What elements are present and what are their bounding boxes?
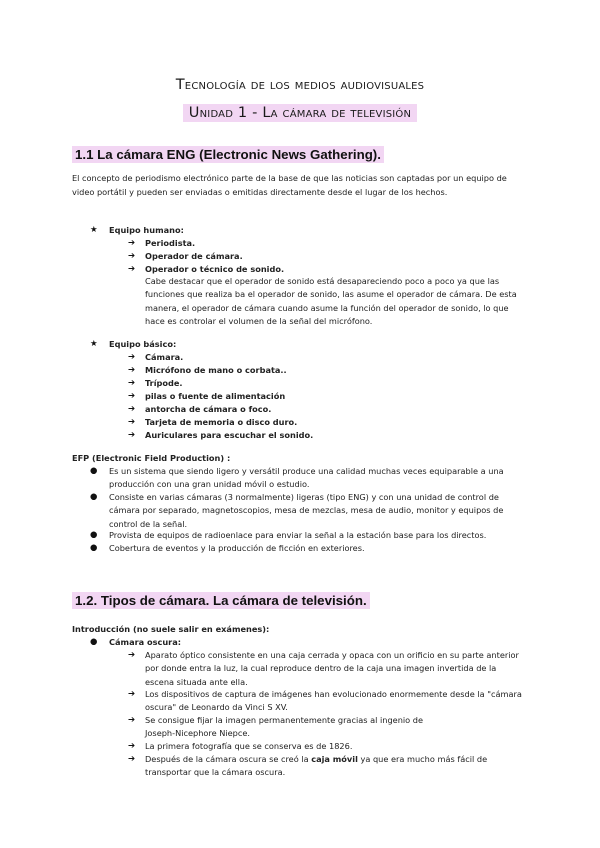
- arrow-bullet-icon: ➔: [128, 352, 136, 362]
- arrow-bullet-icon: ➔: [128, 754, 136, 764]
- arrow-bullet-icon: ➔: [128, 391, 136, 401]
- arrow-bullet-icon: ➔: [128, 650, 136, 660]
- section1-intro: El concepto de periodismo electrónico parte de la base de que las noticias son captadas por un equipo de video portátil y pueden ser enviadas o emitidas directamente desde el lugar de los hechos.: [72, 173, 507, 197]
- arrow-bullet-icon: ➔: [128, 365, 136, 375]
- list-item: Cámara.: [145, 352, 184, 362]
- arrow-bullet-icon: ➔: [128, 264, 136, 274]
- dot-bullet-icon: ●: [90, 530, 98, 540]
- arrow-bullet-icon: ➔: [128, 689, 136, 699]
- list-item: Operador de cámara.: [145, 251, 243, 261]
- title-line-1: Tecnología de los medios audiovisuales: [175, 77, 425, 93]
- efp-item: Consiste en varias cámaras (3 normalmente) ligeras (tipo ENG) y con una unidad de control de cámara por separado, magnetoscopios, mesa de mezclas, mesa de audio, monitor y equipos de control de la señal.: [109, 492, 504, 529]
- list-item: pilas o fuente de alimentación: [145, 391, 286, 401]
- intro-label: Introducción (no suele salir en exámenes):: [72, 624, 270, 634]
- title-line-2: Unidad 1 - La cámara de televisión: [183, 104, 417, 122]
- arrow-bullet-icon: ➔: [128, 417, 136, 427]
- arrow-bullet-icon: ➔: [128, 430, 136, 440]
- dot-bullet-icon: ●: [90, 637, 98, 647]
- equipo-basico-label: Equipo básico:: [109, 339, 177, 349]
- camara-oscura-label: Cámara oscura:: [109, 637, 182, 647]
- efp-item: Provista de equipos de radioenlace para enviar la señal a la estación base para los directos.: [109, 530, 487, 540]
- arrow-bullet-icon: ➔: [128, 715, 136, 725]
- star-bullet-icon: ★: [90, 225, 98, 235]
- dot-bullet-icon: ●: [90, 543, 98, 553]
- list-item: Operador o técnico de sonido.: [145, 264, 285, 274]
- equipo-humano-label: Equipo humano:: [109, 225, 184, 235]
- list-item: Periodista.: [145, 238, 196, 248]
- efp-item: Cobertura de eventos y la producción de ficción en exteriores.: [109, 543, 365, 553]
- list-item: Trípode.: [145, 378, 183, 388]
- camara-item: Los dispositivos de captura de imágenes han evolucionado enormemente desde la "cámara oscura" de Leonardo da Vinci S XV.: [145, 689, 522, 713]
- dot-bullet-icon: ●: [90, 492, 98, 502]
- arrow-bullet-icon: ➔: [128, 741, 136, 751]
- sound-operator-note: Cabe destacar que el operador de sonido está desapareciendo poco a poco ya que las funciones que realiza ba el operador de sonido, las asume el operador de cámara. De esta manera, el operador de cámara cuando asume la función del operador de sonido, lo que hace es controlar el volumen de la señal del micrófono.: [145, 276, 517, 326]
- dot-bullet-icon: ●: [90, 466, 98, 476]
- last-item-before: Después de la cámara oscura se creó la: [145, 754, 312, 764]
- efp-item: Es un sistema que siendo ligero y versátil produce una calidad muchas veces equiparable a una producción con una gran unidad móvil o estudio.: [109, 466, 504, 490]
- camara-item: Se consigue fijar la imagen permanentemente gracias al ingenio de Joseph-Nicephore Niepce.: [145, 715, 424, 739]
- list-item: antorcha de cámara o foco.: [145, 404, 272, 414]
- arrow-bullet-icon: ➔: [128, 238, 136, 248]
- star-bullet-icon: ★: [90, 339, 98, 349]
- list-item: Auriculares para escuchar el sonido.: [145, 430, 314, 440]
- efp-label: EFP (Electronic Field Production) :: [72, 453, 231, 463]
- list-item: Tarjeta de memoria o disco duro.: [145, 417, 298, 427]
- arrow-bullet-icon: ➔: [128, 378, 136, 388]
- caja-movil-bold: caja móvil: [311, 754, 358, 764]
- arrow-bullet-icon: ➔: [128, 404, 136, 414]
- camara-item: La primera fotografía que se conserva es de 1826.: [145, 741, 353, 751]
- camara-item-last: [145, 753, 527, 780]
- section-heading-2: 1.2. Tipos de cámara. La cámara de televisión.: [72, 592, 370, 609]
- section-heading-1: 1.1 La cámara ENG (Electronic News Gathering).: [72, 146, 384, 163]
- last-item-after: ya que era mucho más fácil de transportar que la cámara oscura.: [145, 754, 488, 778]
- camara-item: Aparato óptico consistente en una caja cerrada y opaca con un orificio en su parte anterior por donde entra la luz, la cual reproduce dentro de la caja una imagen invertida de la escena situada ante ella.: [145, 650, 519, 687]
- list-item: Micrófono de mano o corbata..: [145, 365, 287, 375]
- arrow-bullet-icon: ➔: [128, 251, 136, 261]
